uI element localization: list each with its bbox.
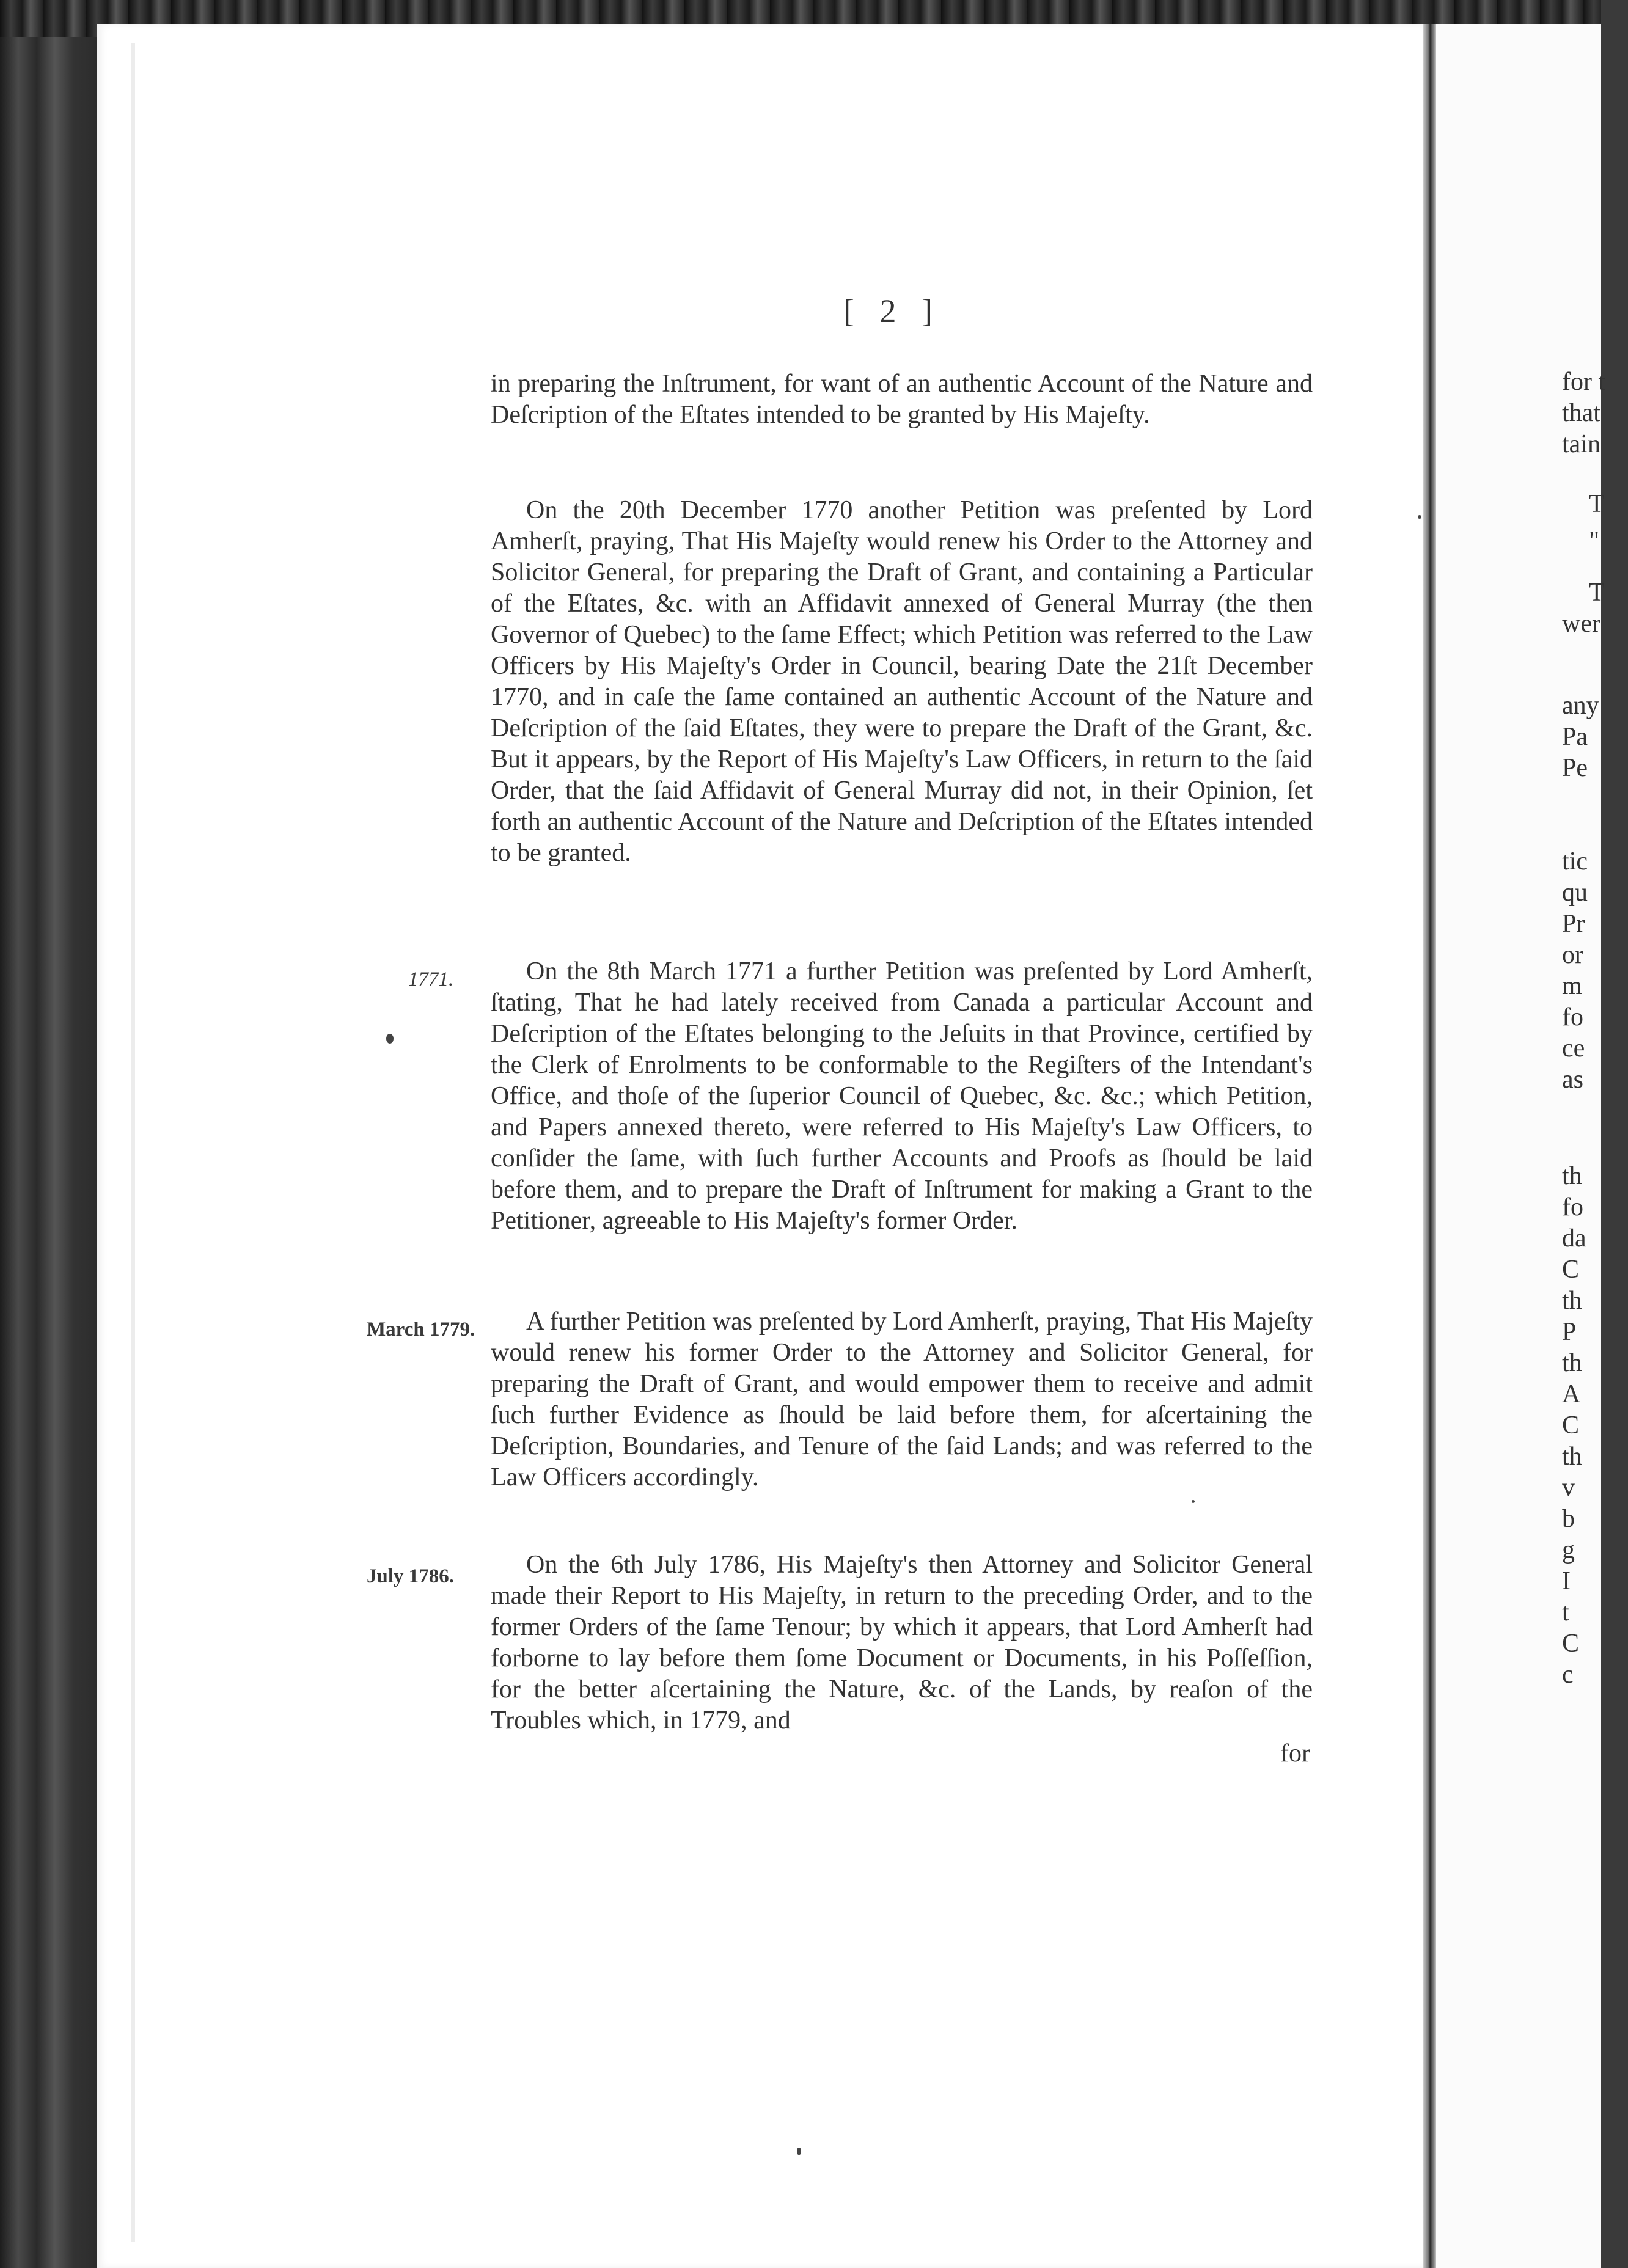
- facing-fragment: C: [1562, 1630, 1580, 1658]
- facing-fragment: any: [1562, 692, 1599, 720]
- facing-fragment: th: [1562, 1287, 1582, 1315]
- facing-fragment: C: [1562, 1411, 1580, 1439]
- margin-note-july-1786: July 1786.: [367, 1565, 455, 1587]
- margin-note-1771: 1771.: [408, 968, 454, 990]
- facing-page: [1436, 24, 1606, 2268]
- paragraph-text: A further Petition was preſented by Lord Amherſt, praying, That His Majeſty would renew his former Order to the Attorney and Solicitor General, for preparing the Draft of Grant, and would empower them to receive and admit ſuch further Evidence as ſhould be laid before them, for aſcertaining the Deſcription, Boundaries, and Tenure of the ſaid Lands; and was referred to the Law Officers accordingly.: [491, 1308, 1313, 1491]
- facing-fragment: for t: [1562, 368, 1606, 396]
- paragraph-text: On the 6th July 1786, His Majeſty's then Attorney and Solicitor General made their Report to His Majeſty, in return to the preceding Order, and to the former Orders of the ſame Tenour; by which it appears, that Lord Amherſt had forborne to lay before them ſome Document or Documents, in his Poſſeſſion, for the better aſcertaining the Nature, &c. of the Lands, by reaſon of the Troubles which, in 1779, and: [491, 1551, 1313, 1735]
- paragraph-march-1779: [491, 1306, 1313, 1493]
- facing-fragment: P: [1562, 1318, 1577, 1346]
- ink-blot: [386, 1034, 394, 1044]
- facing-fragment: Pr: [1562, 910, 1585, 938]
- paragraph-continuation: [491, 368, 1313, 431]
- facing-fragment: as: [1562, 1066, 1583, 1094]
- facing-fragment: da: [1562, 1224, 1586, 1253]
- facing-fragment: tain: [1562, 430, 1601, 458]
- page-edge-shadow: [131, 43, 135, 2242]
- facing-fragment: th: [1562, 1162, 1582, 1190]
- paragraph-text: On the 20th December 1770 another Petition was preſented by Lord Amherſt, praying, That His Majeſty would renew his Order to the Attorney and Solicitor General, for preparing the Draft of Grant, and containing a Particular of the Eſtates, &c. with an Affidavit annexed of General Murray (the then Governor of Quebec) to the ſame Effect; which Petition was referred to the Law Officers by His Majeſty's Order in Council, bearing Date the 21ſt December 1770, and in caſe the ſame contained an authentic Account of the Nature and Deſcription of the ſaid Eſtates, they were to prepare the Draft of the Grant, &c. But it appears, by the Report of His Majeſty's Law Officers, in return to the ſaid Order, that the ſaid Affidavit of General Murray did not, in their Opinion, ſet forth an authentic Account of the Nature and Deſcription of the Eſtates intended to be granted.: [491, 496, 1313, 867]
- facing-fragment: qu: [1562, 879, 1588, 907]
- facing-fragment: fo: [1562, 1193, 1583, 1221]
- facing-fragment: T: [1589, 490, 1605, 518]
- paragraph-6-july-1786: [491, 1549, 1313, 1736]
- facing-fragment: I: [1562, 1567, 1571, 1595]
- facing-fragment: th: [1562, 1349, 1582, 1377]
- paragraph-text: in preparing the Inſtrument, for want of an authentic Account of the Nature and Deſcription of the Eſtates intended to be granted by His Majeſty.: [491, 370, 1313, 429]
- book-gutter: [1423, 24, 1436, 2268]
- facing-fragment: fo: [1562, 1003, 1583, 1031]
- facing-fragment: t: [1562, 1598, 1569, 1626]
- facing-fragment: tic: [1562, 847, 1588, 876]
- facing-fragment: g: [1562, 1536, 1575, 1564]
- facing-fragment: th: [1562, 1443, 1582, 1471]
- facing-fragment: C: [1562, 1256, 1580, 1284]
- facing-fragment: that: [1562, 399, 1601, 427]
- margin-note-march-1779: March 1779.: [367, 1319, 475, 1341]
- facing-fragment: b: [1562, 1505, 1575, 1533]
- paragraph-8-march-1771: [491, 956, 1313, 1237]
- facing-fragment: Pe: [1562, 754, 1588, 782]
- facing-fragment: ": [1589, 527, 1600, 555]
- facing-fragment: or: [1562, 941, 1583, 969]
- facing-fragment: ce: [1562, 1034, 1585, 1063]
- facing-fragment: v: [1562, 1474, 1575, 1502]
- paragraph-text: On the 8th March 1771 a further Petition was preſented by Lord Amherſt, ſtating, That he had lately received from Canada a particular Account and Deſcription of the Eſtates belonging to the Jeſuits in that Province, certified by the Clerk of Enrolments to be conformable to the Regiſters of the Intendant's Office, and thoſe of the ſuperior Council of Quebec, &c. &c.; which Petition, and Papers annexed thereto, were referred to His Majeſty's Law Officers, to conſider the ſame, with ſuch further Accounts and Proofs as ſhould be laid before them, and to prepare the Draft of Inſtrument for making a Grant to the Petitioner, agreeable to His Majeſty's former Order.: [491, 957, 1313, 1235]
- paragraph-20-december-1770: [491, 495, 1313, 869]
- ink-speck: [1192, 1500, 1195, 1503]
- catchword: for: [1280, 1739, 1310, 1768]
- facing-fragment: T: [1589, 579, 1605, 607]
- facing-fragment: A: [1562, 1380, 1581, 1408]
- facing-fragment: m: [1562, 972, 1582, 1000]
- page-number: [ 2 ]: [843, 293, 941, 329]
- ink-speck: [1418, 515, 1421, 519]
- facing-fragment: c: [1562, 1661, 1574, 1689]
- ink-speck: [798, 2148, 801, 2155]
- facing-fragment: wer: [1562, 610, 1601, 638]
- facing-fragment: Pa: [1562, 723, 1588, 751]
